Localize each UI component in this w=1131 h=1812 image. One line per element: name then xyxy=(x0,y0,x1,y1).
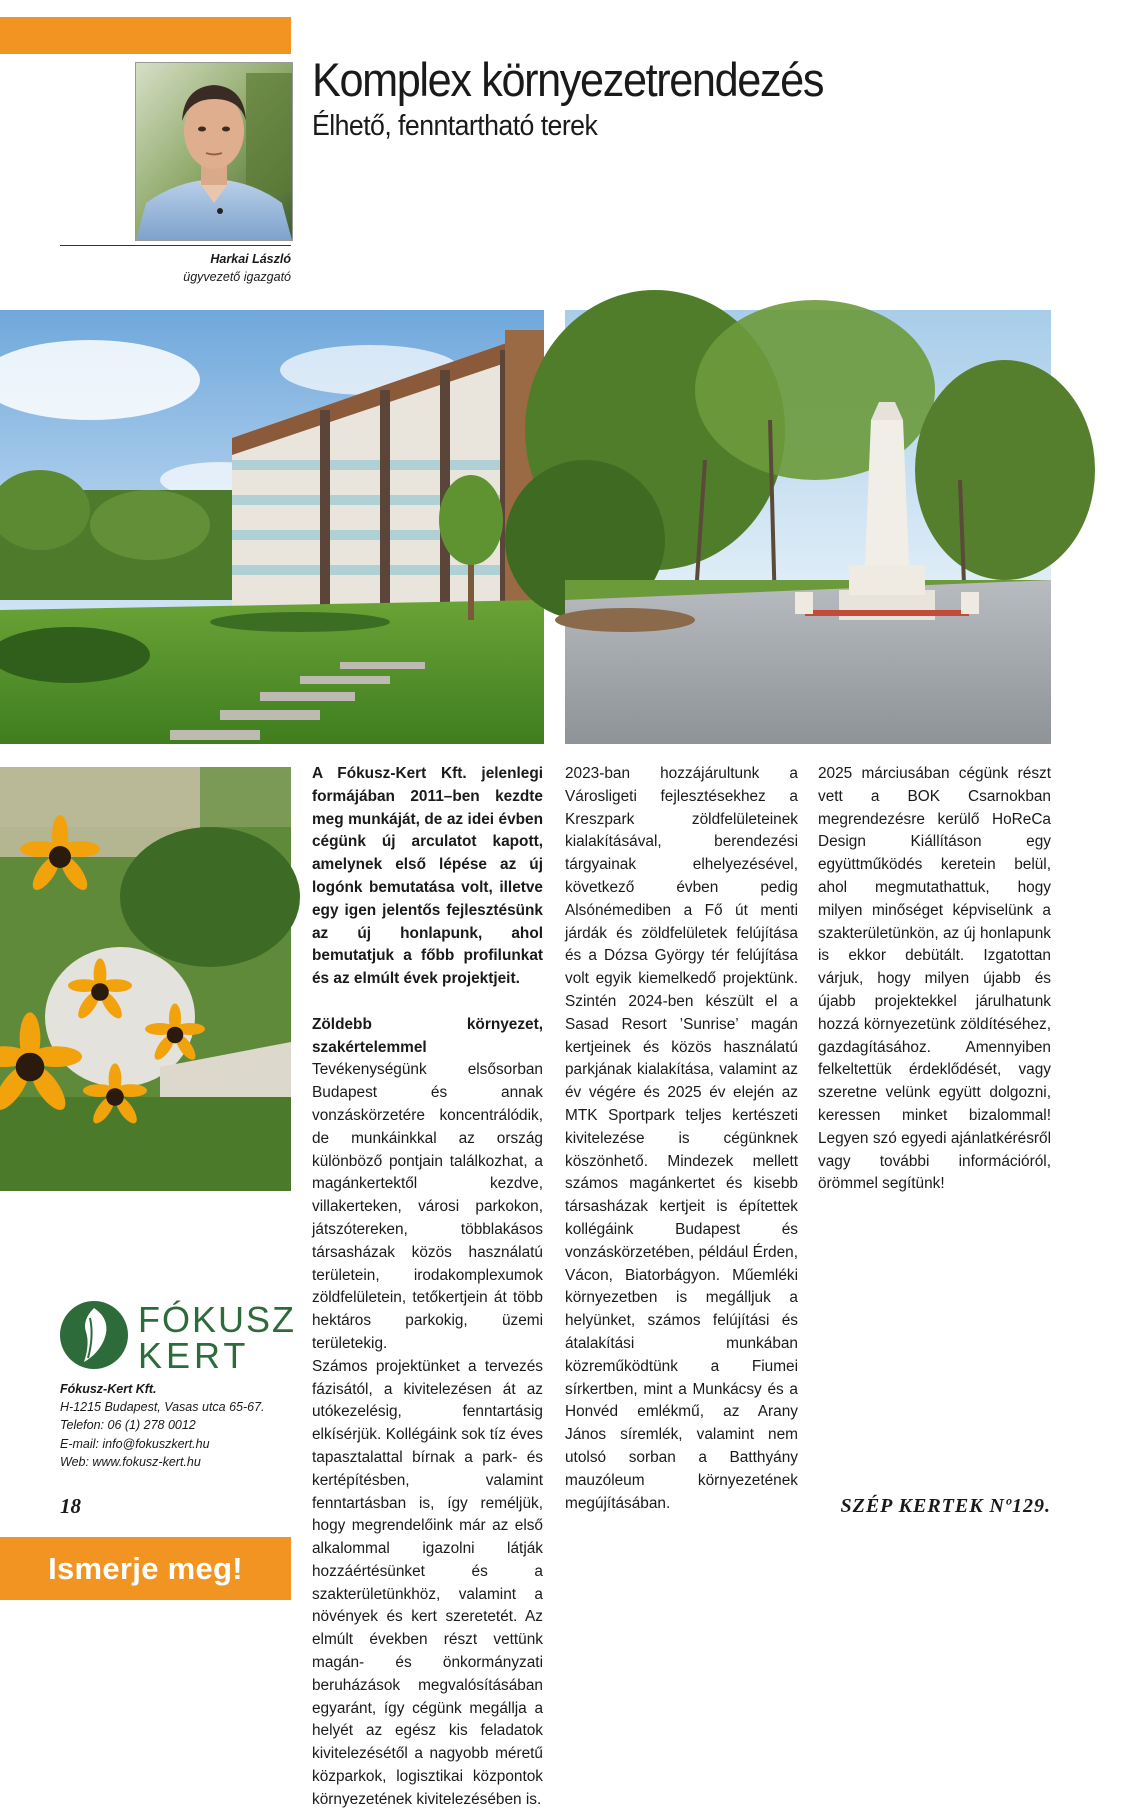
article-paragraph-4: 2025 márciusában cégünk részt vett a BOK Csarnokban megrendezésre kerülő HoReCa Design Kiállításon egy együttműködés keretein belül, ahol megmutathattuk, hogy milyen minőséget képviselünk a szakterületünkön, az új honlapunk is ekkor debütált. Izgatottan várjuk, hogy milyen újabb és újabb projektekkel járulhatunk hozzá környezetünk zöldítéséhez, gazdagításához. Amennyiben felkeltettük érdeklődését, vagy szeretne velünk együtt dolgozni, keressen minket bizalommal! Legyen szó egyedi ajánlatkérésről vagy további információról, örömmel segítünk! xyxy=(818,765,1051,1193)
photo-residential-garden xyxy=(0,310,544,744)
company-phone: Telefon: 06 (1) 278 0012 xyxy=(60,1418,196,1433)
article-paragraph-1: Tevékenységünk elsősorban Budapest és annak vonzáskörzetére koncentrálódik, de munkáinkkal az ország különböző pontjain találkozhat, a magánkertektől kezdve, villakerteken, városi parkokon, játszótereken, többlakásos társasházak közös használatú területein, irodakomplexumok zöldfelületein, tetőkertjein át több hektáros parkokig, üzemi területekig. xyxy=(312,1061,543,1352)
portrait-role: ügyvezető igazgató xyxy=(183,270,291,284)
company-logo xyxy=(60,1296,297,1376)
company-name: Fókusz-Kert Kft. xyxy=(60,1382,157,1396)
magazine-name: SZÉP KERTEK Nº129. xyxy=(840,1495,1051,1517)
logo-line-2: KERT xyxy=(138,1335,250,1376)
article-subtitle: Élhető, fenntartható terek xyxy=(312,110,598,142)
section-label-bar xyxy=(0,1537,291,1600)
section-heading: Zöldebb környezet, szakértelemmel xyxy=(312,1015,543,1056)
article-column-1 xyxy=(312,763,543,1812)
article-lead: A Fókusz-Kert Kft. jelenlegi formájában 2011–ben kezdte meg munkáját, de az idei évben cégünk új arculatot kapott, amelynek első lépése az új logónk bemutatása volt, illetve egy igen jelentős fejlesztésünk az új honlapunk, ahol bemutatjuk a főbb profilunkat és az elmúlt évek projektjeit. xyxy=(312,765,543,988)
company-web[interactable]: Web: www.fokusz-kert.hu xyxy=(60,1454,201,1469)
top-accent-bar xyxy=(0,17,291,54)
article-column-2 xyxy=(565,763,798,1515)
article-title: Komplex környezetrendezés xyxy=(312,53,824,106)
company-contact xyxy=(60,1380,265,1471)
section-label: Ismerje meg! xyxy=(48,1550,243,1586)
portrait-photo xyxy=(135,62,293,241)
photo-flower-garden xyxy=(0,767,291,1191)
portrait-name: Harkai László xyxy=(210,252,291,266)
article-paragraph-3: 2023-ban hozzájárultunk a Városligeti fejlesztésekhez a Kreszpark zöldfelületeinek kialakításával, berendezési tárgyainak elhelyezésével, következő évben pedig Alsónémediben a Fő út menti járdák és zöldfelületek felújítása és a Dózsa György tér felújítása volt egyik kiemelkedő projektünk. Szintén 2024-ben készült el a Sasad Resort ’Sunrise’ magán kertjeinek és közös használatú parkjának kialakítása, valamint az év végére és 2025 év elején az MTK Sportpark teljes kertészeti kivitelezése is cégünknek köszönhető. Mindezek mellett számos magánkertet és kisebb társasházak kertjeit is építettek kollégáink Budapest és vonzáskörzetében, például Érden, Vácon, Biatorbágyon. Műemléki környezetben is megálljuk a helyünket, számos felújítási és átalakítási munkában közreműködtünk a Fiumei sírkertben, mint a Munkácsy és a Honvéd emlékmű, az Arany János síremlék, valamint nem utolsó sorban a Batthyány mauzóleum környezetének megújításában. xyxy=(565,765,798,1512)
article-column-3 xyxy=(818,763,1051,1196)
company-address: H-1215 Budapest, Vasas utca 65-67. xyxy=(60,1400,265,1415)
page-number: 18 xyxy=(60,1494,81,1518)
caption-divider xyxy=(60,245,291,246)
company-email[interactable]: E-mail: info@fokuszkert.hu xyxy=(60,1436,210,1451)
logo-line-1: FÓKUSZ xyxy=(138,1299,297,1340)
photo-memorial-plaza xyxy=(565,310,1051,744)
article-paragraph-2: Számos projektünket a tervezés fázisától, a kivitelezésen át az utókezelésig, fenntartásig elkísérjük. Kollégáink sok tíz éves tapasztalattal bírnak a park- és kertépítésben, valamint fenntartásban is, így reméljük, hogy megrendelőink már az első alkalommal igazolni látják hozzáértésünket és a szakterületünkhöz, valamint a növények és kert szeretetét. Az elmúlt években részt vettünk magán- és önkormányzati beruházások megvalósításában egyaránt, így cégünk megállja a helyét az egész kis feladatok kivitelezésétől a nagyobb méretű közparkok, logisztikai központok környezetének kivitelezésében is. xyxy=(312,1357,543,1808)
